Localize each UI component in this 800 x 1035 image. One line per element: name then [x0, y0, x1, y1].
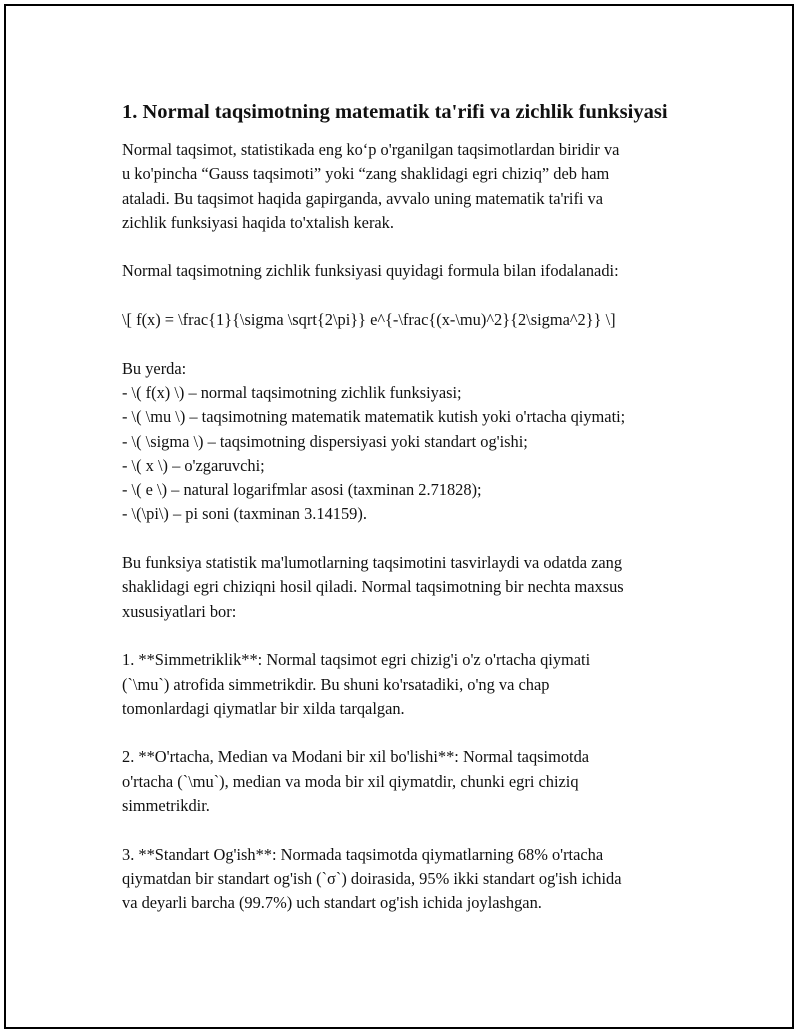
definitions-heading: Bu yerda: — [122, 358, 187, 378]
property-standard-deviation — [122, 843, 702, 916]
text-line: (`\mu`) atrofida simmetrikdir. Bu shuni ko'rsatadiki, o'ng va chap — [122, 674, 550, 694]
page-frame — [4, 4, 794, 1029]
definition-item: - \( x \) – o'zgaruvchi; — [122, 455, 265, 475]
definition-item: - \( \sigma \) – taqsimotning dispersiyasi yoki standart og'ishi; — [122, 431, 528, 451]
property-symmetry — [122, 648, 702, 721]
definitions-list — [122, 357, 702, 527]
text-line: tomonlardagi qiymatlar bir xilda tarqalgan. — [122, 698, 405, 718]
property-mean-median-mode — [122, 745, 702, 818]
formula-intro-paragraph — [122, 259, 702, 283]
definition-item: - \( f(x) \) – normal taqsimotning zichlik funksiyasi; — [122, 382, 462, 402]
document-title: 1. Normal taqsimotning matematik ta'rifi va zichlik funksiyasi — [122, 101, 668, 123]
text-line: 3. **Standart Og'ish**: Normada taqsimotda qiymatlarning 68% o'rtacha — [122, 844, 604, 864]
text-line: 2. **O'rtacha, Median va Modani bir xil bo'lishi**: Normal taqsimotda — [122, 747, 590, 767]
text-line: simmetrikdir. — [122, 796, 210, 816]
document-body — [122, 98, 702, 940]
text-line: u ko'pincha “Gauss taqsimoti” yoki “zang shaklidagi egri chiziq” deb ham — [122, 164, 610, 184]
text-line: qiymatdan bir standart og'ish (`σ`) doirasida, 95% ikki standart og'ish ichida — [122, 868, 622, 888]
formula-line: \[ f(x) = \frac{1}{\sigma \sqrt{2\pi}} e^{-\frac{(x-\mu)^2}{2\sigma^2}} \] — [122, 310, 616, 330]
definition-item: - \(\pi\) – pi soni (taxminan 3.14159). — [122, 504, 367, 524]
text-line: va deyarli barcha (99.7%) uch standart og'ish ichida joylashgan. — [122, 893, 542, 913]
definition-item: - \( e \) – natural logarifmlar asosi (taxminan 2.71828); — [122, 480, 482, 500]
text-line: zichlik funksiyasi haqida to'xtalish kerak. — [122, 212, 394, 232]
properties-intro-paragraph — [122, 551, 702, 624]
intro-paragraph — [122, 138, 702, 235]
text-line: Normal taqsimot, statistikada eng ko‘p o'rganilgan taqsimotlardan biridir va — [122, 140, 620, 159]
formula-paragraph — [122, 308, 702, 332]
text-line: shaklidagi egri chiziqni hosil qiladi. Normal taqsimotning bir nechta maxsus — [122, 577, 624, 597]
text-line: o'rtacha (`\mu`), median va moda bir xil qiymatdir, chunki egri chiziq — [122, 771, 579, 791]
text-line: Bu funksiya statistik ma'lumotlarning taqsimotini tasvirlaydi va odatda zang — [122, 553, 623, 573]
text-line: ataladi. Bu taqsimot haqida gapirganda, avvalo uning matematik ta'rifi va — [122, 188, 604, 208]
text-line: xususiyatlari bor: — [122, 601, 237, 621]
definition-item: - \( \mu \) – taqsimotning matematik matematik kutish yoki o'rtacha qiymati; — [122, 407, 626, 427]
text-line: Normal taqsimotning zichlik funksiyasi quyidagi formula bilan ifodalanadi: — [122, 261, 619, 281]
text-line: 1. **Simmetriklik**: Normal taqsimot egri chizig'i o'z o'rtacha qiymati — [122, 650, 591, 670]
